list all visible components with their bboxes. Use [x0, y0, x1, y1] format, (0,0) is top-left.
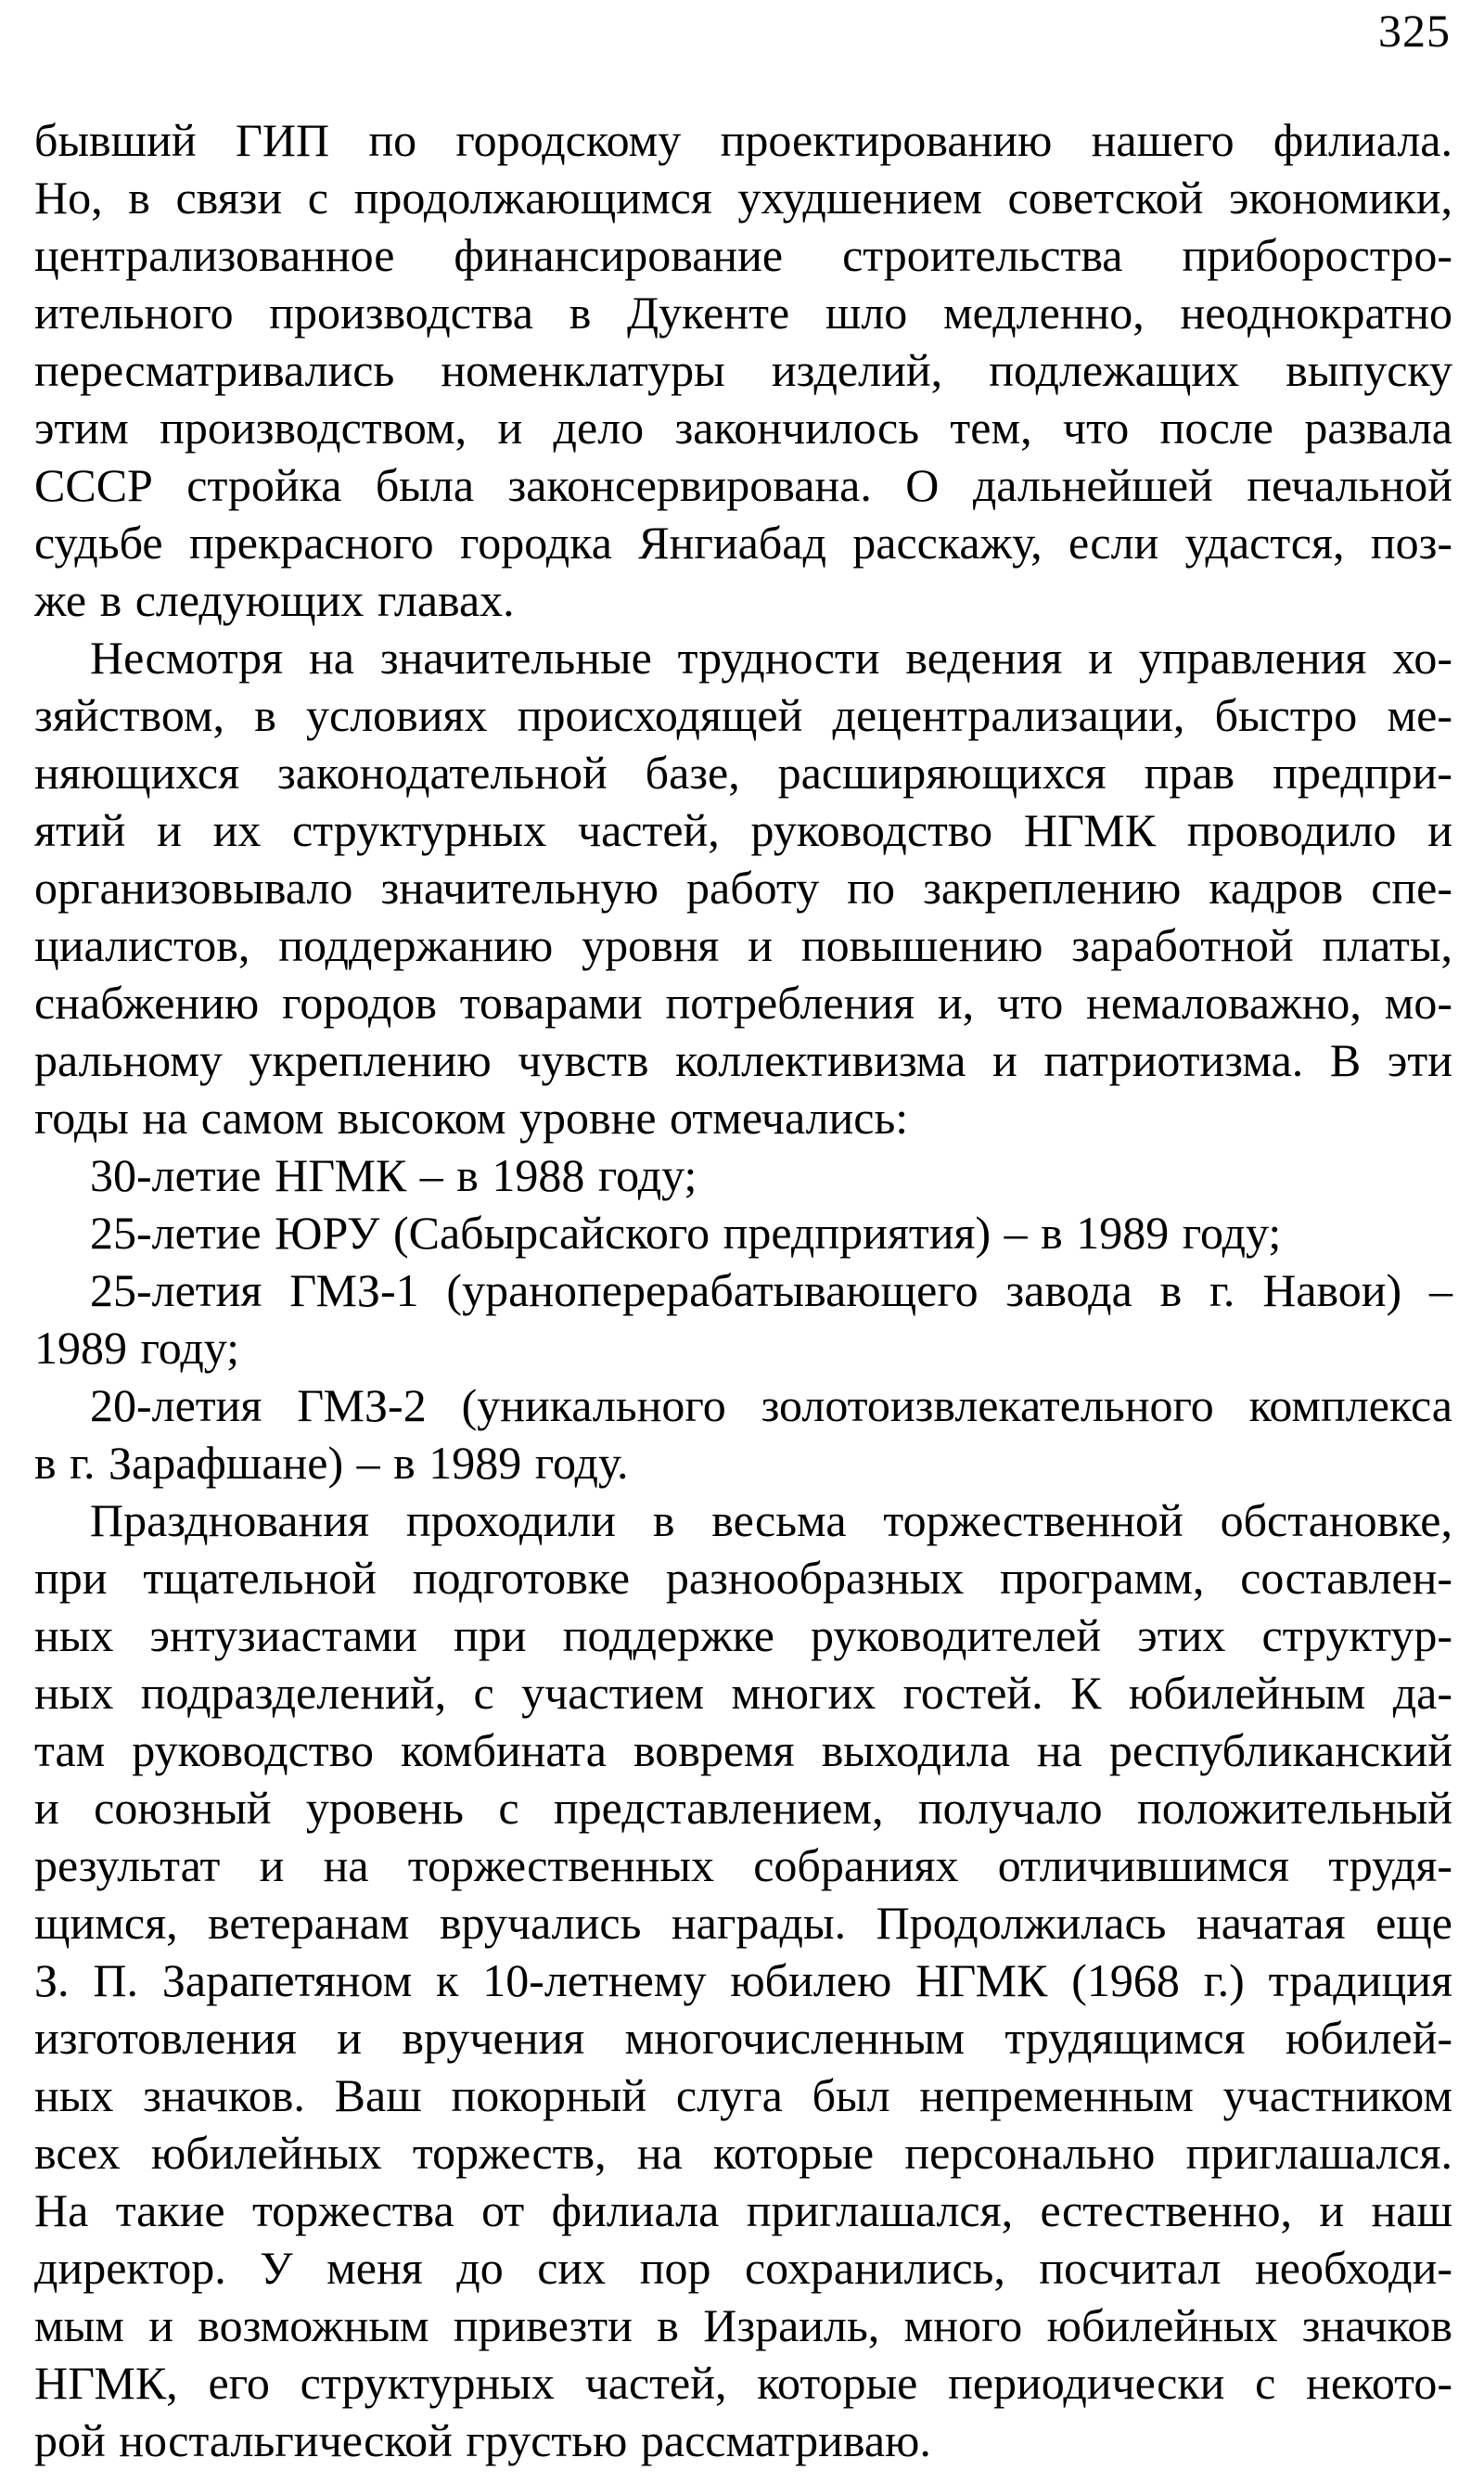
text-line: циалистов, поддержанию уровня и повышению заработной платы, — [34, 919, 1452, 971]
text-line: Празднования проходили в весьма торжественной обстановке, — [90, 1494, 1452, 1546]
text-line: щимся, ветеранам вручались награды. Продолжилась начатая еще — [34, 1897, 1452, 1949]
text-line: Но, в связи с продолжающимся ухудшением советской экономики, — [34, 172, 1452, 224]
text-line: годы на самом высоком уровне отмечались: — [34, 1092, 909, 1144]
text-line: результат и на торжественных собраниях отличившимся трудя- — [34, 1839, 1452, 1891]
text-line: этим производством, и дело закончилось тем, что после развала — [34, 402, 1452, 454]
text-line: Несмотря на значительные трудности ведения и управления хо- — [90, 632, 1452, 684]
text-block — [34, 111, 1452, 2469]
text-line: бывший ГИП по городскому проектированию нашего филиала. — [34, 114, 1452, 166]
page-number: 325 — [1378, 5, 1451, 57]
list-item-line: 20-летия ГМЗ-2 (уникального золотоизвлекательного комплекса — [90, 1379, 1452, 1431]
text-line: рой ностальгической грустью рассматриваю. — [34, 2414, 931, 2466]
text-line: организовывало значительную работу по закреплению кадров спе- — [34, 862, 1452, 914]
text-line: ных энтузиастами при поддержке руководителей этих структур- — [34, 1609, 1452, 1661]
list-item-line: в г. Зарафшане) – в 1989 году. — [34, 1437, 629, 1489]
text-line: На такие торжества от филиала приглашался, естественно, и наш — [34, 2184, 1452, 2236]
text-line: всех юбилейных торжеств, на которые персонально приглашался. — [34, 2127, 1452, 2179]
text-line: судьбе прекрасного городка Янгиабад расскажу, если удастся, поз- — [34, 517, 1452, 569]
text-line: директор. У меня до сих пор сохранились, посчитал необходи- — [34, 2242, 1452, 2294]
list-item-line: 1989 году; — [34, 1322, 239, 1374]
text-line: ных значков. Ваш покорный слуга был непременным участником — [34, 2069, 1452, 2121]
text-line: там руководство комбината вовремя выходила на республиканский — [34, 1724, 1452, 1776]
text-line: мым и возможным привезти в Израиль, много юбилейных значков — [34, 2299, 1452, 2351]
text-line: З. П. Зарапетяном к 10-летнему юбилею НГМК (1968 г.) традиция — [34, 1954, 1452, 2006]
text-line: СССР стройка была законсервирована. О дальнейшей печальной — [34, 459, 1452, 511]
list-item-line: 25-летия ГМЗ-1 (ураноперерабатывающего завода в г. Навои) – — [90, 1264, 1452, 1316]
text-line: изготовления и вручения многочисленным трудящимся юбилей- — [34, 2012, 1452, 2064]
text-line: ральному укреплению чувств коллективизма и патриотизма. В эти — [34, 1034, 1452, 1086]
text-line: при тщательной подготовке разнообразных программ, составлен- — [34, 1552, 1452, 1604]
text-line: пересматривались номенклатуры изделий, подлежащих выпуску — [34, 344, 1452, 396]
text-line: ятий и их структурных частей, руководство НГМК проводило и — [34, 804, 1452, 856]
text-line: няющихся законодательной базе, расширяющихся прав предпри- — [34, 747, 1452, 799]
text-line: и союзный уровень с представлением, получало положительный — [34, 1782, 1452, 1834]
text-line: ных подразделений, с участием многих гостей. К юбилейным да- — [34, 1667, 1452, 1719]
text-line: НГМК, его структурных частей, которые периодически с некото- — [34, 2357, 1452, 2409]
list-item-line: 30-летие НГМК – в 1988 году; — [90, 1149, 697, 1201]
text-line: же в следующих главах. — [34, 574, 515, 626]
text-line: зяйством, в условиях происходящей децентрализации, быстро ме- — [34, 689, 1452, 741]
text-line: ительного производства в Дукенте шло медленно, неоднократно — [34, 287, 1452, 339]
list-item-line: 25-летие ЮРУ (Сабырсайского предприятия) – в 1989 году; — [90, 1207, 1282, 1259]
text-line: снабжению городов товарами потребления и, что немаловажно, мо- — [34, 977, 1452, 1029]
text-line: централизованное финансирование строительства приборостро- — [34, 229, 1452, 281]
